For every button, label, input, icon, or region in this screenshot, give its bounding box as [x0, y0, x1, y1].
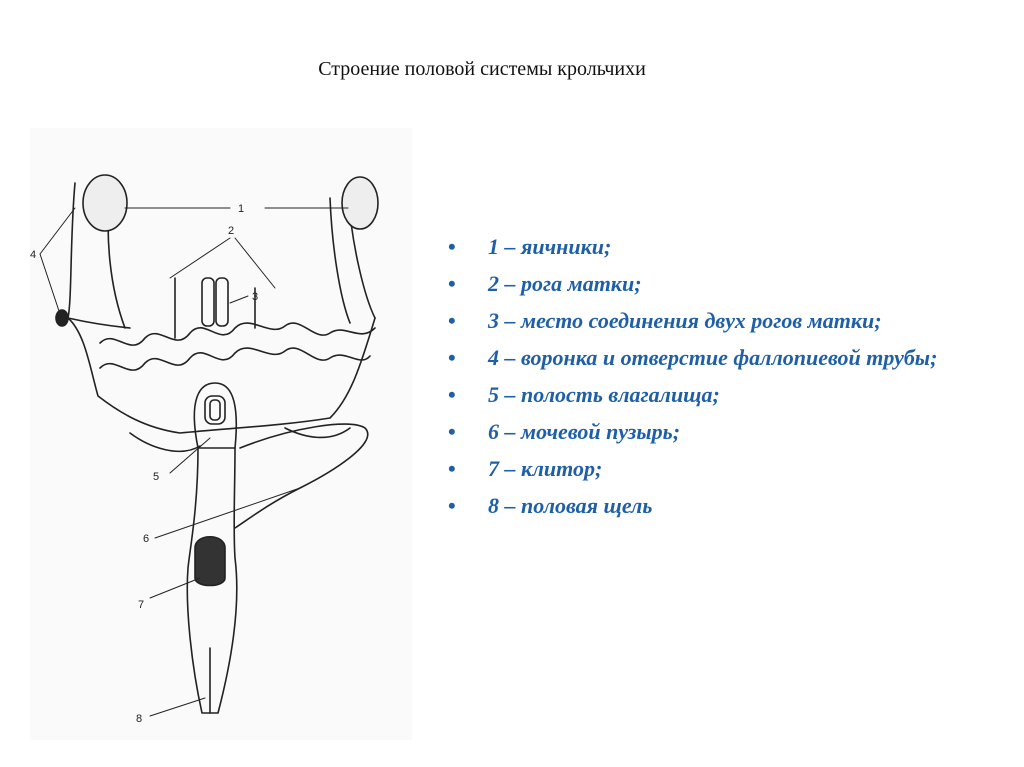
legend-item	[448, 269, 1008, 298]
legend-item	[448, 232, 1008, 261]
title-text: Строение половой системы крольчихи	[318, 58, 646, 80]
bullet-glyph: •	[448, 234, 456, 259]
callout-1: 1	[238, 203, 245, 215]
callout-8: 8	[136, 713, 143, 725]
bullet-glyph: •	[448, 345, 456, 370]
legend-item-text: 6 – мочевой пузырь;	[488, 419, 681, 444]
bullet-glyph: •	[448, 308, 456, 333]
legend-item-text: 3 – место соединения двух рогов матки;	[488, 308, 882, 333]
legend-item	[448, 491, 1008, 520]
vagina-cavity	[194, 383, 236, 448]
left-ovary	[83, 175, 127, 231]
anatomy-figure	[30, 128, 412, 740]
callout-3: 3	[252, 291, 259, 303]
bullet-glyph: •	[448, 456, 456, 481]
legend-item	[448, 454, 1008, 483]
legend-item	[448, 306, 1008, 335]
legend-list	[448, 232, 1008, 528]
legend-item-text: 4 – воронка и отверстие фаллопиевой трубы;	[488, 345, 938, 370]
legend-item	[448, 417, 1008, 446]
bladder	[235, 424, 368, 528]
legend-item-text: 2 – рога матки;	[488, 271, 642, 296]
legend-item	[448, 380, 1008, 409]
reproductive-system-drawing	[30, 128, 412, 740]
callout-5: 5	[153, 471, 160, 483]
uterus-junction	[202, 278, 214, 326]
callout-4: 4	[30, 249, 37, 261]
callout-2: 2	[228, 225, 235, 237]
fallopian-funnel	[56, 310, 68, 326]
bullet-glyph: •	[448, 493, 456, 518]
callout-7: 7	[138, 599, 145, 611]
legend-item-text: 8 – половая щель	[488, 493, 653, 518]
legend-item-text: 7 – клитор;	[488, 456, 603, 481]
right-ovary	[342, 177, 378, 229]
bullet-glyph: •	[448, 419, 456, 444]
bullet-glyph: •	[448, 271, 456, 296]
callout-6: 6	[143, 533, 150, 545]
bullet-glyph: •	[448, 382, 456, 407]
legend-item	[448, 343, 1008, 372]
legend-item-text: 5 – полость влагалища;	[488, 382, 720, 407]
page-title	[0, 58, 1024, 81]
legend-item-text: 1 – яичники;	[488, 234, 612, 259]
